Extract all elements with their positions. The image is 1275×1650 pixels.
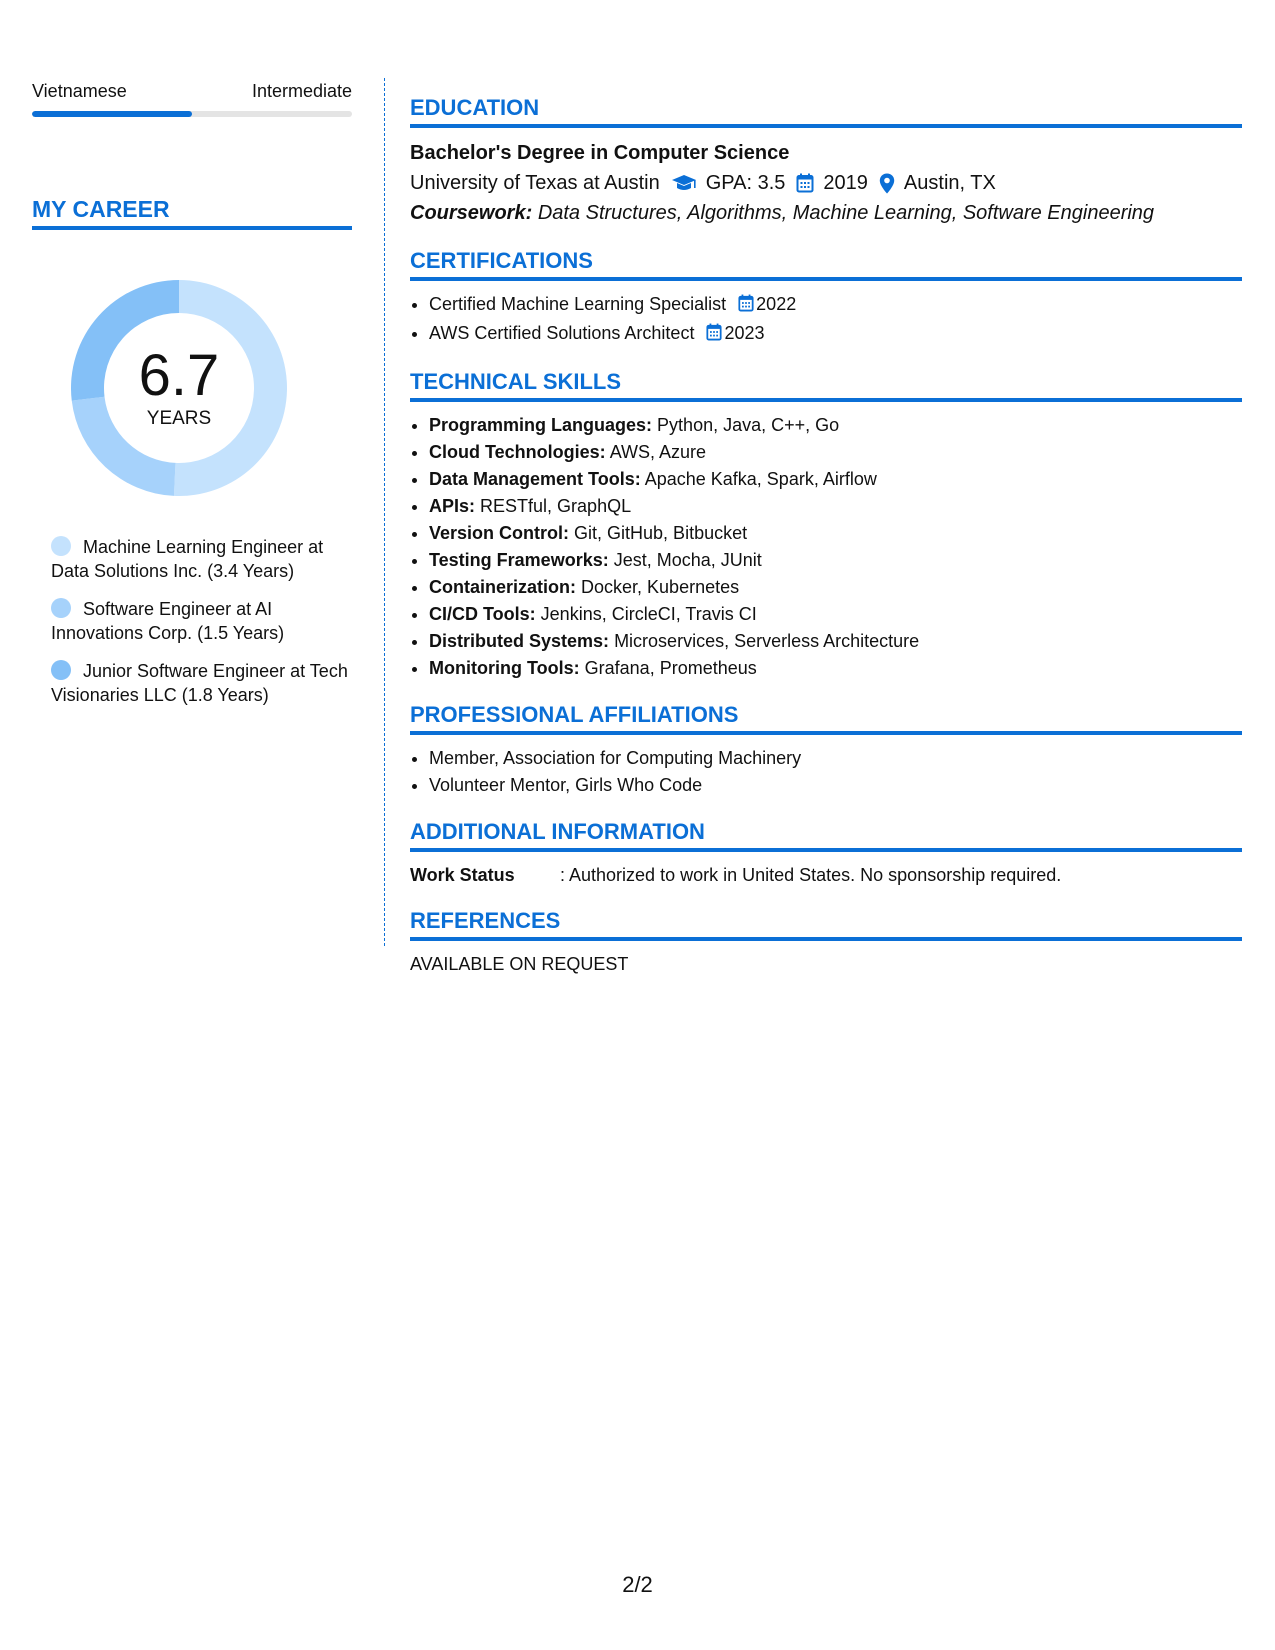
certification-year: 2022: [756, 294, 797, 314]
legend-label: Machine Learning Engineer at Data Solutions Inc. (3.4 Years): [51, 537, 324, 581]
skill-value: Apache Kafka, Spark, Airflow: [644, 469, 877, 489]
legend-label: Software Engineer at AI Innovations Corp. (1.5 Years): [51, 599, 285, 643]
coursework-label: Coursework:: [410, 202, 533, 224]
affiliations-title: PROFESSIONAL AFFILIATIONS: [410, 702, 1242, 735]
skill-value: Jest, Mocha, JUnit: [613, 550, 762, 570]
skill-item: [429, 493, 1242, 520]
skill-label: Programming Languages:: [429, 415, 653, 435]
skill-item: [429, 574, 1242, 601]
language-level: Intermediate: [251, 81, 352, 101]
education-section: [410, 95, 1242, 228]
skill-value: Jenkins, CircleCI, Travis CI: [540, 604, 757, 624]
language-proficiency-fill: [32, 111, 192, 117]
skill-item: [429, 601, 1242, 628]
affiliation-item: • Volunteer Mentor, Girls Who Code: [429, 772, 1242, 799]
column-divider: [384, 78, 385, 946]
education-school: University of Texas at Austin: [410, 172, 660, 194]
certifications-section: [410, 248, 1242, 349]
skill-item: [429, 547, 1242, 574]
right-column: [410, 95, 1242, 997]
skill-item: [429, 520, 1242, 547]
legend-item: [51, 659, 351, 707]
education-location: Austin, TX: [903, 172, 996, 194]
skill-label: CI/CD Tools:: [429, 604, 536, 624]
left-column: [32, 80, 352, 705]
skill-value: RESTful, GraphQL: [480, 496, 632, 516]
certifications-list: [410, 291, 1242, 349]
skill-value: Docker, Kubernetes: [581, 577, 740, 597]
legend-item: [51, 597, 351, 645]
references-text: AVAILABLE ON REQUEST: [410, 954, 629, 974]
skill-label: Data Management Tools:: [429, 469, 641, 489]
skill-label: Distributed Systems:: [429, 631, 610, 651]
skill-label: Cloud Technologies:: [429, 442, 606, 462]
education-coursework: [410, 198, 1242, 228]
graduation-cap-icon: [671, 174, 697, 192]
donut-center: [64, 273, 294, 503]
skill-item: [429, 628, 1242, 655]
legend-dot-icon: [51, 660, 71, 680]
skill-value: AWS, Azure: [609, 442, 707, 462]
legend-dot-icon: [51, 598, 71, 618]
skill-item: [429, 439, 1242, 466]
career-legend: [51, 535, 351, 721]
work-status-label: Work Status: [410, 865, 515, 885]
work-status-row: [410, 862, 1242, 888]
skill-label: Monitoring Tools:: [429, 658, 580, 678]
education-details: [410, 168, 1242, 198]
education-title: EDUCATION: [410, 95, 1242, 128]
legend-item: [51, 535, 351, 583]
certification-name: AWS Certified Solutions Architect: [429, 323, 695, 343]
skill-item: [429, 655, 1242, 682]
calendar-icon: [738, 293, 754, 320]
skill-label: APIs:: [429, 496, 476, 516]
page-number: 2/2: [622, 1572, 653, 1597]
certification-item: [429, 320, 1242, 349]
calendar-icon: [706, 322, 722, 349]
skills-title: TECHNICAL SKILLS: [410, 369, 1242, 402]
total-years-value: 6.7: [138, 343, 220, 408]
certification-year: 2023: [724, 323, 765, 343]
references-section: [410, 908, 1242, 977]
certification-item: [429, 291, 1242, 320]
skill-value: Git, GitHub, Bitbucket: [574, 523, 748, 543]
language-proficiency-bar: [32, 111, 352, 117]
total-years-unit: YEARS: [146, 408, 212, 429]
skill-value: Python, Java, C++, Go: [657, 415, 840, 435]
affiliations-section: [410, 702, 1242, 799]
skill-label: Testing Frameworks:: [429, 550, 609, 570]
skill-item: [429, 412, 1242, 439]
affiliations-list: [410, 745, 1242, 799]
skill-label: Version Control:: [429, 523, 570, 543]
additional-info-title: ADDITIONAL INFORMATION: [410, 819, 1242, 852]
certification-name: Certified Machine Learning Specialist: [429, 294, 727, 314]
affiliation-item: • Member, Association for Computing Machinery: [429, 745, 1242, 772]
skill-label: Containerization:: [429, 577, 576, 597]
language-row: [32, 80, 352, 102]
coursework-list: Data Structures, Algorithms, Machine Learning, Software Engineering: [537, 202, 1155, 224]
skill-item: [429, 466, 1242, 493]
additional-info-section: [410, 819, 1242, 888]
language-name: Vietnamese: [32, 81, 127, 101]
calendar-icon: [796, 173, 814, 193]
career-section-title: MY CAREER: [32, 195, 352, 230]
career-donut-chart: [64, 273, 294, 503]
legend-dot-icon: [51, 536, 71, 556]
work-status-value: : Authorized to work in United States. No sponsorship required.: [560, 865, 1062, 885]
legend-label: Junior Software Engineer at Tech Visionaries LLC (1.8 Years): [51, 661, 348, 705]
education-gpa: GPA: 3.5: [705, 172, 786, 194]
skill-value: Microservices, Serverless Architecture: [614, 631, 920, 651]
skill-value: Grafana, Prometheus: [584, 658, 757, 678]
skills-list: [410, 412, 1242, 682]
education-year: 2019: [823, 172, 868, 194]
education-degree: Bachelor's Degree in Computer Science: [410, 142, 790, 164]
references-title: REFERENCES: [410, 908, 1242, 941]
certifications-title: CERTIFICATIONS: [410, 248, 1242, 281]
location-pin-icon: [879, 173, 895, 194]
skills-section: [410, 369, 1242, 682]
